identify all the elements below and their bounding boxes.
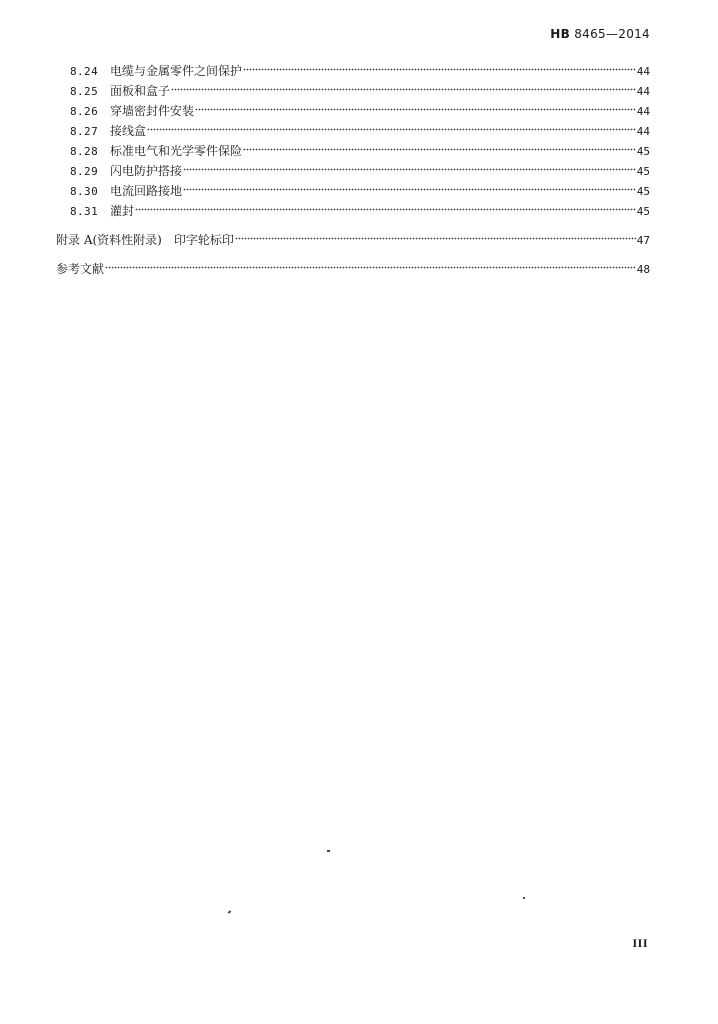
toc-entry-appendix-a[interactable]: [56, 232, 650, 248]
toc-leader-dots: [183, 168, 636, 172]
toc-entry-number: 8.29: [70, 165, 99, 178]
toc-entry[interactable]: [70, 103, 650, 119]
toc-entry-title: 闪电防护搭接: [110, 164, 183, 178]
toc-references-title: 参考文献: [56, 262, 105, 276]
toc-entry[interactable]: [70, 203, 650, 219]
toc-entry-number: 8.26: [70, 105, 99, 118]
toc-entry-title: 电缆与金属零件之间保护: [110, 64, 243, 78]
scan-speck: [228, 910, 232, 913]
standard-prefix: HB: [550, 27, 571, 41]
toc-leader-dots: [105, 266, 636, 270]
toc-entry-page: 45: [636, 165, 650, 178]
toc-entry-title: 标准电气和光学零件保险: [110, 144, 243, 158]
toc-entry[interactable]: [70, 83, 650, 99]
toc-entry-number: 8.28: [70, 145, 99, 158]
toc-entry-number: 8.24: [70, 65, 99, 78]
toc-entry-page: 44: [636, 125, 650, 138]
toc-entry-number: 8.27: [70, 125, 99, 138]
toc-references-page: 48: [636, 263, 650, 276]
toc-entry-title: 接线盒: [110, 124, 147, 138]
page-number: III: [632, 936, 648, 950]
toc-appendix-title: 附录 A(资料性附录) 印字轮标印: [56, 233, 234, 247]
toc-entry[interactable]: [70, 63, 650, 79]
toc-leader-dots: [243, 148, 636, 152]
scan-speck: [523, 897, 525, 899]
toc-entry-title: 穿墙密封件安装: [110, 104, 195, 118]
toc-leader-dots: [195, 108, 636, 112]
toc-entry[interactable]: [70, 143, 650, 159]
toc-entry-page: 45: [636, 145, 650, 158]
toc-leader-dots: [243, 68, 636, 72]
scan-speck: [327, 850, 330, 852]
toc-leader-dots: [183, 188, 636, 192]
toc-entry-references[interactable]: [56, 261, 650, 277]
toc-entry-number: 8.31: [70, 205, 99, 218]
toc-entry[interactable]: [70, 123, 650, 139]
toc-leader-dots: [135, 208, 636, 212]
toc-entry-page: 45: [636, 205, 650, 218]
toc-entry-title: 电流回路接地: [110, 184, 183, 198]
toc-entry[interactable]: [70, 183, 650, 199]
toc-leader-dots: [147, 128, 636, 132]
toc-entry-number: 8.30: [70, 185, 99, 198]
toc-appendix-page: 47: [636, 234, 650, 247]
toc-entry-page: 45: [636, 185, 650, 198]
standard-number: 8465—2014: [574, 27, 650, 41]
toc-entry-number: 8.25: [70, 85, 99, 98]
standard-code: [550, 27, 650, 41]
toc-leader-dots: [235, 237, 636, 241]
toc-entry-title: 面板和盒子: [110, 84, 171, 98]
toc-entry-page: 44: [636, 65, 650, 78]
toc-entry-page: 44: [636, 105, 650, 118]
toc-entry-title: 灌封: [110, 204, 135, 218]
toc-entry-page: 44: [636, 85, 650, 98]
toc-leader-dots: [171, 88, 636, 92]
toc-entry[interactable]: [70, 163, 650, 179]
